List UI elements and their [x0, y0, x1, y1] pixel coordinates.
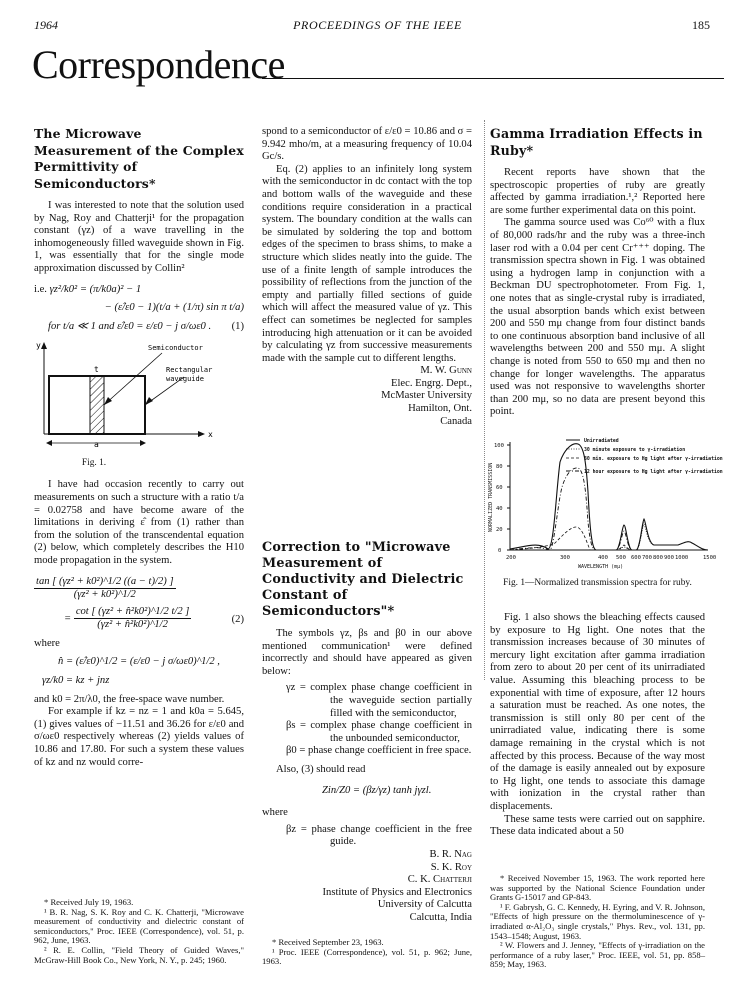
author-affiliation-2: University of Calcutta	[377, 899, 472, 911]
svg-text:80: 80	[496, 464, 503, 470]
author-affiliation-1: Institute of Physics and Electronics	[322, 886, 472, 898]
ruby-transmission-chart	[488, 432, 728, 572]
author-affiliation-3: Hamilton, Ont.	[408, 403, 472, 415]
definition-symbol: γz =	[286, 682, 306, 694]
article3-footnote-2: ² W. Flowers and J. Jenney, "Effects of γ-irradiation on the performance of a ruby laser," Proc. IEEE, vol. 51, pp. 858–859; May, 1963.	[490, 940, 705, 970]
y-tick-labels	[494, 443, 504, 554]
article1-footnote-0: * Received July 19, 1963.	[44, 897, 134, 907]
author-affiliation-1: Elec. Engrg. Dept.,	[391, 377, 472, 389]
title-rule	[262, 78, 724, 79]
article2-column	[262, 540, 472, 924]
eq2-lhs-denominator: (γz² + k0²)^1/2	[73, 589, 136, 601]
column-separator	[484, 120, 485, 680]
article1-footnotes	[34, 898, 244, 965]
definition-beta-s	[274, 720, 472, 745]
article2-equation: Zin/Z0 = (βz/γz) tanh jγzl.	[322, 784, 432, 796]
article2-definitions	[262, 682, 472, 758]
article1-paragraph-1: I was interested to note that the solution used by Nag, Roy and Chatterji¹ for the propagation constant (γz) of a wave travelling in the inhomogeneously filled waveguide shown in Fig. 1, was essentially that for the single mode approximation discussed by Collin²	[34, 200, 244, 274]
svg-text:500: 500	[616, 555, 626, 561]
eq2-number: (2)	[231, 613, 244, 625]
article1-signature	[262, 365, 472, 428]
legend-unirradiated: Unirradiated	[584, 439, 619, 444]
svg-text:200: 200	[506, 555, 516, 561]
definition-gamma-z	[274, 682, 472, 720]
eq2-rhs-denominator: (γz² + n̂²k0²)^1/2	[97, 619, 168, 631]
article3-paragraph-4: These same tests were carried out on sapphire. These data indicated about a 50	[490, 813, 705, 838]
svg-text:0: 0	[498, 548, 502, 554]
y-axis-label: NORMALIZED TRANSMISSION	[488, 462, 494, 532]
running-header-year: 1964	[34, 18, 58, 32]
author-name-3: C. K. Chatterji	[407, 874, 472, 886]
eq1-line2: − (ε̂/ε0 − 1)(t/a + (1/π) sin π t/a)	[104, 302, 244, 314]
svg-text:40: 40	[496, 506, 503, 512]
section-title: Correspondence	[32, 42, 285, 87]
running-header-page: 185	[692, 18, 710, 32]
article2-footnote-0: * Received September 23, 1963.	[272, 937, 384, 947]
semiconductor-label: Semiconductor	[148, 344, 203, 353]
svg-text:1000: 1000	[675, 555, 689, 561]
article2-footnotes	[262, 938, 472, 967]
figure-waveguide	[34, 339, 244, 469]
axis-y-label: y	[36, 341, 41, 351]
article1-column2	[262, 126, 472, 428]
eq1-condition	[34, 321, 244, 334]
definition-text: complex phase change coefficient in the unbounded semiconductor,	[310, 720, 472, 744]
svg-text:60: 60	[496, 485, 503, 491]
equation-1	[34, 284, 244, 297]
article1-paragraph-3: and k0 = 2π/λ0, the free-space wave number.	[34, 693, 225, 705]
svg-text:700: 700	[642, 555, 652, 561]
article1-column1	[34, 126, 244, 769]
eq1-condition-text: for t/a ≪ 1 and ε̂/ε0 = ε/ε0 − j σ/ωε0 .	[48, 320, 212, 332]
article2-paragraph-1: The symbols γz, βs and β0 in our above mentioned communication¹ were defined incorrectly and should have appeared as given below:	[262, 628, 472, 677]
article3-paragraph-2: The gamma source used was Co⁶⁰ with a flux of 80,000 rads/hr and the ruby was a three-inch laser rod with a 0.04 per cent Cr⁺⁺⁺ doping. The transmission spectra shown in Fig. 1 was obtained using a hydrogen lamp in conjunction with a Beckman DU spectrophotometer. From Fig. 1, one notes that as single-crystal ruby is irradiated, the usual absorption bands which exist between 200 and 550 mμ change from four distinct bands to one continuous absorption band inclusive of all wavelengths between 200 and 550 mμ. A slight change is noted from 550 to 650 mμ and then no change for longer wavelengths. The apparatus used was not responsive to wavelengths shorter than 200 mμ, so no data are present beyond this point.	[490, 217, 705, 418]
chart-svg	[488, 432, 728, 572]
legend-30-min-hg: 30 min. exposure to Hg light after γ-irradiation	[584, 457, 723, 462]
svg-text:400: 400	[598, 555, 608, 561]
author-name: M. W. Gunn	[420, 365, 472, 377]
svg-text:300: 300	[560, 555, 570, 561]
eq1-number: (1)	[231, 320, 244, 332]
waveguide-label-2: waveguide	[166, 375, 204, 384]
svg-text:600: 600	[631, 555, 641, 561]
definition-text: phase change coefficient in the free guide.	[311, 823, 472, 848]
article3-title: Gamma Irradiation Effects in Ruby*	[490, 126, 703, 158]
article1-footnote-1: ¹ B. R. Nag, S. K. Roy and C. K. Chatterji, "Microwave measurement of conductivity and dielectric constant of semiconductors," Proc. IEEE (Correspondence), vol. 51, p. 962, June, 1963.	[34, 906, 244, 946]
legend-30-min-gamma: 30 minute exposure to γ-irradiation	[584, 448, 686, 453]
equation-3: n̂ = (ε̂/ε0)^1/2 = (ε/ε0 − j σ/ωε0)^1/2 ,	[58, 656, 220, 668]
article2-title: Correction to "Microwave Measurement of Conductivity and Dielectric Constant of Semiconductors"*	[262, 540, 464, 619]
x-axis-label: WAVELENGTH (mμ)	[578, 564, 624, 570]
author-affiliation-4: Canada	[440, 415, 472, 427]
definition-text: complex phase change coefficient in the waveguide section partially filled with the semiconductor,	[310, 682, 472, 719]
x-tick-labels	[506, 555, 716, 561]
series-30-min-hg	[510, 527, 632, 550]
eq1-prefix: i.e.	[34, 283, 47, 295]
series-12-hour-hg	[510, 468, 644, 550]
article3-column	[490, 126, 705, 419]
equation-2: $\frac{\text{tan [ (γz² + k0²)\textasciicircum{}1/2 ((a − t)/2) ]}}{\text{(γz² + k0²)\textasciicircum{}1/2}}$ = $\frac{\text{cot [ (γz² + n̂²k0²)\textasciicircum{}1/2 t/2 ]}}{\text{(γz² + n̂²k0²)\textasciicircum{}1/2}}$ (2)	[36, 575, 244, 631]
waveguide-diagram	[34, 339, 244, 457]
axis-x-label: x	[208, 430, 213, 440]
definition-beta-z	[274, 824, 472, 849]
article3-column-continued	[490, 612, 705, 839]
article1-footnote-2: ² R. E. Collin, "Field Theory of Guided Waves," McGraw-Hill Book Co., New York, N. Y., p. 245; 1960.	[34, 944, 244, 965]
article3-paragraph-1: Recent reports have shown that the spectroscopic properties of ruby are greatly affected by gamma irradiation.¹,² Reported here are some further experimental data on this point.	[490, 167, 705, 216]
author-name-2: S. K. Roy	[430, 861, 472, 873]
definition-beta-0	[274, 745, 472, 758]
article1-where: where	[34, 637, 60, 649]
dimension-t-label: t	[94, 365, 99, 375]
svg-text:1500: 1500	[703, 555, 717, 561]
running-header-journal: PROCEEDINGS OF THE IEEE	[293, 18, 462, 32]
definition-text: phase change coefficient in free space.	[307, 745, 472, 757]
definition-symbol: β0 =	[286, 745, 306, 757]
eq2-rhs-numerator: cot [ (γz² + n̂²k0²)^1/2 t/2 ]	[74, 606, 192, 620]
dimension-a-label: a	[94, 440, 99, 450]
equation-4: γz/k0 = kz + jnz	[42, 675, 110, 687]
author-name-1: B. R. Nag	[429, 848, 472, 860]
article1-paragraph-4: For example if kz = nz = 1 and k0a = 5.645, (1) gives values of −11.51 and 36.26 for ε/ε0 and σ/ωε0 respectively whereas (2) yields values of 10.86 and 17.80. For such a system these values of kz and nz would corre-	[34, 706, 244, 768]
ruby-chart-caption: Fig. 1—Normalized transmission spectra for ruby.	[503, 578, 692, 588]
svg-text:900: 900	[664, 555, 674, 561]
series-30-min-gamma	[510, 524, 654, 550]
article3-footnote-0: * Received November 15, 1963. The work reported here was supported by the National Science Foundation under Grants G-15017 and GP-843.	[490, 873, 705, 903]
definition-symbol: βs =	[286, 720, 306, 732]
article2-signature	[262, 849, 472, 925]
article3-footnotes	[490, 874, 705, 970]
definition-symbol: βz =	[286, 823, 307, 835]
article1-paragraph-6: Eq. (2) applies to an infinitely long system with the semiconductor in dc contact with the top and bottom walls of the waveguide and these conditions require consideration in a practical system. The boundary condition at the walls can be simulated by soldering the top and bottom edges of the specimen to brass shims, to make a structure which slides neatly into the guide. The use of a finite length of sample introduces the possibility of reflections from the junction of the empty and partially filled sections of guide which will affect the measured value of γz. This effect can sometimes be neglected for samples introducing high attenuation or it can be avoided by calculating γz from successive measurements made with the sample cut to different lengths.	[262, 163, 472, 364]
chart-legend	[566, 438, 723, 475]
article1-paragraph-5: spond to a semiconductor of ε/ε0 = 10.86 and σ = 9.942 mho/m, at a measuring frequency of 10.04 Gc/s.	[262, 126, 472, 163]
svg-text:20: 20	[496, 527, 503, 533]
figure-waveguide-caption: Fig. 1.	[81, 458, 107, 469]
svg-text:100: 100	[494, 443, 504, 449]
article3-paragraph-3: Fig. 1 also shows the bleaching effects caused by exposure to Hg light. One notes that the transmission increases because of 30 minutes of mercury light excitation after gamma irradiation from zero to about 20 per cent of its unirradiated value. Assuming this bleaching process to be exponential with time of exposure, after 12 hours a saturation must be reached. As one notes, the transmission is still only 80 per cent of the unirradiated value, indicating there is some damage remaining in the crystal which is not affected by this process. Because of the way most of the damage is easily annealed out by exposure to Hg light, one tends to associate this damage with ionization in the crystal rather than displacements.	[490, 612, 705, 812]
author-affiliation-2: McMaster University	[381, 390, 472, 402]
author-affiliation-3: Calcutta, India	[409, 911, 472, 923]
eq1-line1: γz²/k0² = (π/k0a)² − 1	[49, 283, 142, 295]
eq2-lhs-numerator: tan [ (γz² + k0²)^1/2 ((a − t)/2) ]	[34, 576, 176, 590]
article1-paragraph-2: I have had occasion recently to carry out measurements on such a structure with a ratio t/a = 0.02758 and have become aware of the limitations in deriving ε̂ from (1) rather than from the solution of the transcendental equation (2) below, which completely describes the H10 mode propagation in the system.	[34, 479, 244, 566]
article3-footnote-1: ¹ F. Gabrysh, G. C. Kennedy, H. Eyring, and V. R. Johnson, "Effects of high pressure on the thermoluminescence of γ-irradiated α-Al₂O₃ single crystals," Phys. Rev., vol. 131, pp. 1543–1548; August, 1963.	[490, 901, 705, 941]
article1-title: The Microwave Measurement of the Complex Permittivity of Semiconductors*	[34, 126, 244, 191]
article2-paragraph-2: Also, (3) should read	[276, 763, 366, 775]
waveguide-label-1: Rectangular	[166, 366, 213, 375]
svg-text:800: 800	[653, 555, 663, 561]
article2-where: where	[262, 807, 288, 819]
eq2-rhs	[74, 606, 192, 632]
article2-footnote-1: ¹ Proc. IEEE (Correspondence), vol. 51, p. 962; June, 1963.	[262, 946, 472, 967]
legend-12-hour-hg: 12 hour exposure to Hg light after γ-irradiation	[584, 470, 723, 475]
eq2-lhs	[34, 576, 176, 602]
